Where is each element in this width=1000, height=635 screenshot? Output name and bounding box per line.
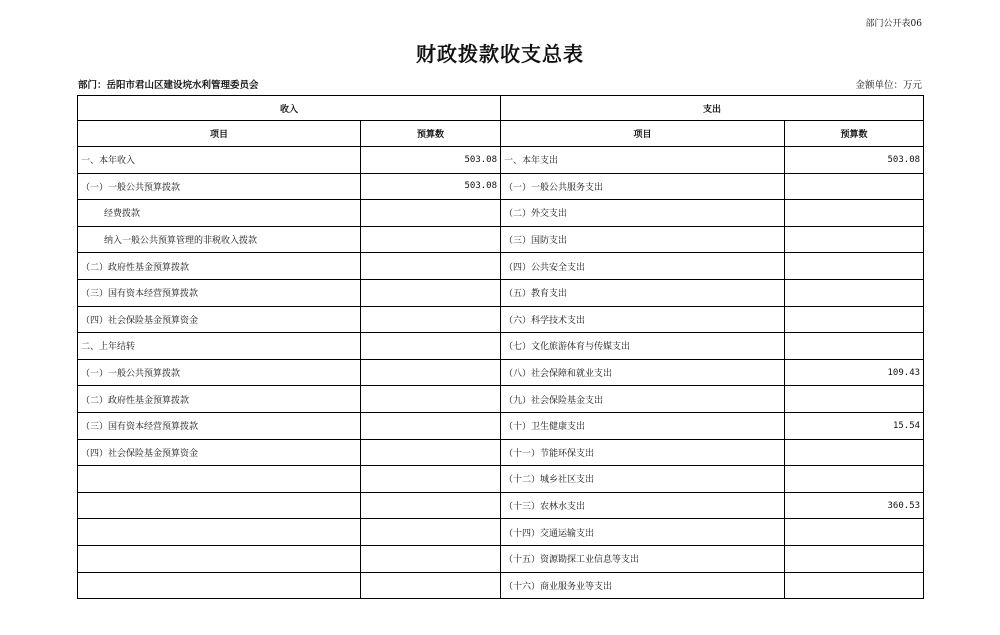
table-row [78, 572, 924, 599]
income-budget-cell [361, 545, 501, 572]
income-budget-cell [361, 386, 501, 413]
expense-item-header: 项目 [501, 121, 785, 147]
department-label: 部门：岳阳市君山区建设垸水利管理委员会 [78, 80, 259, 91]
expense-item-cell: （十一）节能环保支出 [501, 439, 785, 466]
table-row [78, 147, 924, 174]
expense-item-cell: （七）文化旅游体育与传媒支出 [501, 333, 785, 360]
income-budget-cell [361, 519, 501, 546]
expense-budget-cell [785, 439, 924, 466]
income-item-header: 项目 [78, 121, 361, 147]
table-row [78, 200, 924, 227]
income-budget-cell [361, 359, 501, 386]
expense-item-cell: （三）国防支出 [501, 226, 785, 253]
expense-header: 支出 [501, 96, 924, 121]
expense-item-cell: （十五）资源勘探工业信息等支出 [501, 545, 785, 572]
expense-budget-cell [785, 279, 924, 306]
expense-budget-header: 预算数 [785, 121, 924, 147]
table-row [78, 359, 924, 386]
fiscal-summary-table [77, 95, 924, 599]
income-item-cell: 纳入一般公共预算管理的非税收入拨款 [78, 226, 361, 253]
expense-budget-cell [785, 200, 924, 227]
table-row [78, 226, 924, 253]
income-item-cell: （一）一般公共预算拨款 [78, 173, 361, 200]
table-row [78, 439, 924, 466]
table-row [78, 253, 924, 280]
expense-budget-cell [785, 519, 924, 546]
income-item-cell [78, 492, 361, 519]
income-budget-cell [361, 253, 501, 280]
expense-budget-cell [785, 226, 924, 253]
table-row [78, 333, 924, 360]
income-budget-cell [361, 466, 501, 493]
page-title: 财政拨款收支总表 [416, 42, 584, 66]
expense-item-cell: （六）科学技术支出 [501, 306, 785, 333]
expense-item-cell: （四）公共安全支出 [501, 253, 785, 280]
income-budget-header: 预算数 [361, 121, 501, 147]
expense-item-cell: （十三）农林水支出 [501, 492, 785, 519]
expense-budget-cell [785, 333, 924, 360]
income-item-cell: （四）社会保险基金预算资金 [78, 306, 361, 333]
expense-budget-cell [785, 466, 924, 493]
income-budget-cell [361, 572, 501, 599]
table-row [78, 466, 924, 493]
expense-budget-cell [785, 306, 924, 333]
expense-budget-cell [785, 572, 924, 599]
income-item-cell: （三）国有资本经营预算拨款 [78, 279, 361, 306]
table-row [78, 519, 924, 546]
expense-budget-cell: 15.54 [785, 412, 924, 439]
income-budget-cell: 503.08 [361, 173, 501, 200]
income-item-cell: （二）政府性基金预算拨款 [78, 253, 361, 280]
income-item-cell: 二、上年结转 [78, 333, 361, 360]
income-item-cell [78, 572, 361, 599]
expense-budget-cell: 109.43 [785, 359, 924, 386]
expense-item-cell: （五）教育支出 [501, 279, 785, 306]
income-budget-cell [361, 200, 501, 227]
table-row [78, 386, 924, 413]
income-budget-cell: 503.08 [361, 147, 501, 174]
table-row [78, 492, 924, 519]
income-budget-cell [361, 333, 501, 360]
expense-item-cell: （二）外交支出 [501, 200, 785, 227]
income-item-cell: （二）政府性基金预算拨款 [78, 386, 361, 413]
expense-item-cell: 一、本年支出 [501, 147, 785, 174]
form-code: 部门公开表06 [865, 19, 922, 29]
income-item-cell: （一）一般公共预算拨款 [78, 359, 361, 386]
expense-budget-cell: 503.08 [785, 147, 924, 174]
expense-item-cell: （一）一般公共服务支出 [501, 173, 785, 200]
income-item-cell [78, 545, 361, 572]
income-budget-cell [361, 492, 501, 519]
expense-budget-cell [785, 173, 924, 200]
income-item-cell: （三）国有资本经营预算拨款 [78, 412, 361, 439]
table-row [78, 306, 924, 333]
amount-unit: 金额单位：万元 [855, 80, 922, 91]
income-item-cell: 经费拨款 [78, 200, 361, 227]
expense-budget-cell [785, 253, 924, 280]
expense-item-cell: （八）社会保障和就业支出 [501, 359, 785, 386]
income-budget-cell [361, 439, 501, 466]
expense-item-cell: （九）社会保险基金支出 [501, 386, 785, 413]
income-item-cell: （四）社会保险基金预算资金 [78, 439, 361, 466]
expense-item-cell: （十六）商业服务业等支出 [501, 572, 785, 599]
table-row [78, 412, 924, 439]
income-item-cell: 一、本年收入 [78, 147, 361, 174]
income-budget-cell [361, 279, 501, 306]
expense-item-cell: （十）卫生健康支出 [501, 412, 785, 439]
table-row [78, 279, 924, 306]
income-budget-cell [361, 306, 501, 333]
income-item-cell [78, 519, 361, 546]
income-budget-cell [361, 412, 501, 439]
income-budget-cell [361, 226, 501, 253]
income-item-cell [78, 466, 361, 493]
expense-budget-cell [785, 545, 924, 572]
income-header: 收入 [78, 96, 501, 121]
expense-budget-cell: 360.53 [785, 492, 924, 519]
table-row [78, 545, 924, 572]
expense-budget-cell [785, 386, 924, 413]
expense-item-cell: （十二）城乡社区支出 [501, 466, 785, 493]
expense-item-cell: （十四）交通运输支出 [501, 519, 785, 546]
table-row [78, 173, 924, 200]
